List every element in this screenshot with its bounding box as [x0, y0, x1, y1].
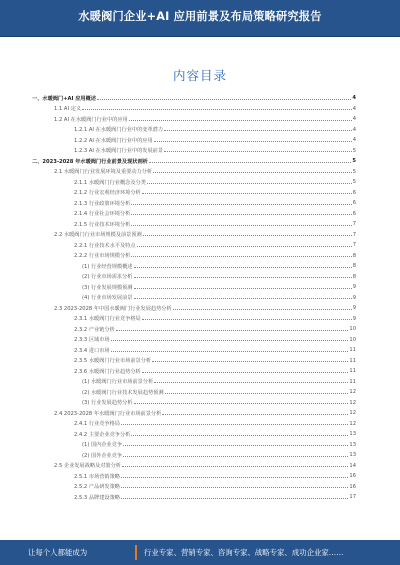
- toc-entry-label: 2.1.4 行业社会环境分析: [74, 211, 131, 218]
- toc-leader-dots: [165, 393, 349, 394]
- toc-entry-page: 12: [349, 399, 356, 406]
- toc-entry-label: 二、2023-2028 年水暖阀门行业前景及现状剖析: [32, 158, 148, 165]
- toc-leader-dots: [121, 477, 348, 478]
- toc-entry-label: (1) 行业经营规模概述: [82, 263, 133, 270]
- toc-entry[interactable]: [30, 93, 356, 104]
- toc-entry[interactable]: [30, 303, 356, 314]
- toc-entry-label: 一、水暖阀门+AI 应用概述: [32, 95, 96, 102]
- toc-entry[interactable]: [30, 125, 356, 136]
- toc-entry[interactable]: [30, 219, 356, 230]
- toc-entry-page: 8: [352, 273, 356, 280]
- toc-entry-page: 11: [349, 347, 356, 354]
- toc-leader-dots: [162, 414, 348, 415]
- toc-leader-dots: [143, 235, 352, 236]
- footer-slogan-lead: 让每个人都能成为: [28, 548, 88, 557]
- toc-leader-dots: [147, 183, 352, 184]
- toc-entry-page: 6: [352, 200, 356, 207]
- toc-leader-dots: [116, 330, 349, 331]
- toc-leader-dots: [123, 445, 348, 446]
- toc-entry-label: (3) 行业发展趋势分析: [82, 400, 133, 407]
- toc-entry[interactable]: [30, 377, 356, 388]
- toc-leader-dots: [131, 256, 351, 257]
- toc-entry-page: 4: [352, 95, 356, 102]
- toc-leader-dots: [111, 351, 349, 352]
- toc-entry-page: 5: [352, 168, 356, 175]
- toc-leader-dots: [137, 246, 352, 247]
- toc-entry[interactable]: [30, 398, 356, 409]
- toc-entry-label: 2.2.2 行业市场规模分析: [74, 253, 131, 260]
- toc-entry-label: 2.1.3 行业政策环境分析: [74, 200, 131, 207]
- toc-leader-dots: [164, 151, 352, 152]
- toc-entry-page: 11: [349, 368, 356, 375]
- toc-leader-dots: [131, 204, 351, 205]
- toc-entry[interactable]: [30, 240, 356, 251]
- toc-entry[interactable]: [30, 440, 356, 451]
- toc-entry-page: 9: [352, 294, 356, 301]
- toc-entry-page: 7: [352, 231, 356, 238]
- toc-entry-label: 1.2.1 AI 在水暖阀门行业中的变革潜力: [74, 127, 164, 134]
- toc-entry[interactable]: [30, 167, 356, 178]
- toc-entry-page: 16: [349, 483, 356, 490]
- toc-entry[interactable]: [30, 356, 356, 367]
- toc-entry-page: 10: [349, 336, 356, 343]
- toc-leader-dots: [122, 466, 348, 467]
- toc-entry[interactable]: [30, 198, 356, 209]
- toc-leader-dots: [154, 141, 352, 142]
- toc-entry-label: (1) 国内企业竞争: [82, 442, 123, 449]
- toc-entry-page: 11: [349, 378, 356, 385]
- table-of-contents: [30, 93, 356, 503]
- toc-entry[interactable]: [30, 324, 356, 335]
- toc-entry-page: 9: [352, 315, 356, 322]
- toc-entry-page: 13: [349, 452, 356, 459]
- toc-leader-dots: [121, 487, 348, 488]
- toc-leader-dots: [142, 319, 352, 320]
- toc-entry-label: (2) 水暖阀门行业技术发展趋势预测: [82, 389, 164, 396]
- toc-entry[interactable]: [30, 293, 356, 304]
- toc-entry-page: 17: [349, 494, 356, 501]
- toc-leader-dots: [131, 435, 348, 436]
- toc-entry[interactable]: [30, 282, 356, 293]
- toc-entry-label: 2.1.5 行业技术环境分析: [74, 221, 131, 228]
- toc-entry-page: 7: [352, 221, 356, 228]
- toc-entry-label: (1) 水暖阀门行业市场前景分析: [82, 379, 154, 386]
- toc-entry[interactable]: [30, 314, 356, 325]
- toc-entry-label: 1.1 AI 定义: [54, 106, 82, 113]
- toc-leader-dots: [149, 162, 352, 163]
- toc-entry[interactable]: [30, 492, 356, 503]
- toc-leader-dots: [154, 382, 348, 383]
- toc-entry-label: 1.2 AI 在水暖阀门行业中的应用: [54, 116, 128, 123]
- toc-entry-label: 2.2 水暖阀门行业市场规模及前景预测: [54, 232, 142, 239]
- toc-leader-dots: [121, 424, 348, 425]
- toc-leader-dots: [134, 288, 352, 289]
- toc-leader-dots: [121, 498, 348, 499]
- toc-entry-label: 2.4 2023-2028 年水暖阀门行业市场前景分析: [54, 410, 162, 417]
- toc-entry-page: 5: [352, 147, 356, 154]
- toc-entry[interactable]: [30, 471, 356, 482]
- toc-leader-dots: [97, 99, 351, 100]
- toc-entry-page: 9: [352, 284, 356, 291]
- toc-leader-dots: [164, 130, 352, 131]
- toc-entry-page: 12: [349, 410, 356, 417]
- toc-entry-label: (2) 国外企业竞争: [82, 452, 123, 459]
- toc-entry[interactable]: [30, 366, 356, 377]
- toc-entry-label: 2.3.1 水暖阀门行业竞争格局: [74, 316, 141, 323]
- toc-entry-label: 2.1.1 水暖阀门行业概念及分类: [74, 179, 146, 186]
- toc-leader-dots: [123, 456, 348, 457]
- toc-entry-label: (2) 行业市场需求分析: [82, 274, 133, 281]
- toc-entry[interactable]: [30, 230, 356, 241]
- toc-entry[interactable]: [30, 114, 356, 125]
- toc-entry[interactable]: [30, 156, 356, 167]
- toc-entry-label: 2.3.5 水暖阀门行业市场前景分析: [74, 358, 152, 365]
- toc-entry[interactable]: [30, 272, 356, 283]
- toc-leader-dots: [134, 277, 352, 278]
- toc-entry[interactable]: [30, 146, 356, 157]
- toc-entry-label: 2.5.3 品牌建设策略: [74, 494, 120, 501]
- toc-entry-label: 2.2.1 行业技术水平及特点: [74, 242, 136, 249]
- toc-leader-dots: [134, 403, 349, 404]
- toc-heading: 内容目录: [172, 68, 227, 83]
- toc-entry-page: 10: [349, 326, 356, 333]
- toc-entry-label: 2.5.1 市场营销策略: [74, 473, 120, 480]
- toc-entry[interactable]: [30, 177, 356, 188]
- toc-entry[interactable]: [30, 345, 356, 356]
- toc-entry[interactable]: [30, 209, 356, 220]
- toc-entry-page: 6: [352, 210, 356, 217]
- toc-entry-label: 2.5.2 产品研发策略: [74, 484, 120, 491]
- toc-entry[interactable]: [30, 450, 356, 461]
- toc-entry-label: 2.1.2 行业宏观经济环境分析: [74, 190, 141, 197]
- footer-accent-divider: [135, 545, 137, 560]
- toc-entry[interactable]: [30, 251, 356, 262]
- toc-leader-dots: [82, 109, 352, 110]
- toc-entry-page: 6: [352, 189, 356, 196]
- footer-slogan-roles: 行业专家、营销专家、咨询专家、战略专家、成功企业家……: [144, 548, 344, 557]
- toc-entry[interactable]: [30, 482, 356, 493]
- toc-entry-page: 4: [352, 137, 356, 144]
- toc-leader-dots: [142, 193, 352, 194]
- toc-entry-page: 9: [352, 305, 356, 312]
- toc-leader-dots: [111, 340, 349, 341]
- toc-leader-dots: [134, 267, 352, 268]
- toc-entry[interactable]: [30, 261, 356, 272]
- toc-entry-label: (3) 行业发展规模预测: [82, 284, 133, 291]
- toc-entry-page: 4: [352, 105, 356, 112]
- toc-leader-dots: [152, 361, 348, 362]
- toc-entry-label: 1.2.3 AI 在水暖阀门行业中的发展前景: [74, 148, 164, 155]
- toc-leader-dots: [134, 298, 352, 299]
- toc-entry-label: 2.4.1 行业竞争格局: [74, 421, 120, 428]
- toc-entry[interactable]: [30, 387, 356, 398]
- toc-leader-dots: [142, 372, 349, 373]
- toc-entry-label: 2.3.6 水暖阀门行业趋势分析: [74, 368, 141, 375]
- toc-entry-label: 2.5 企业发展战略及对策分析: [54, 463, 121, 470]
- toc-entry[interactable]: [30, 188, 356, 199]
- toc-leader-dots: [131, 214, 351, 215]
- toc-entry[interactable]: [30, 104, 356, 115]
- toc-entry-label: 2.4.2 主要企业竞争分析: [74, 431, 131, 438]
- header-divider: [0, 36, 400, 37]
- report-title: 水暖阀门企业+AI 应用前景及布局策略研究报告: [78, 10, 322, 23]
- toc-entry-page: 14: [349, 462, 356, 469]
- toc-entry-page: 4: [352, 116, 356, 123]
- toc-entry-page: 13: [349, 431, 356, 438]
- toc-entry-page: 8: [352, 263, 356, 270]
- toc-entry-page: 7: [352, 242, 356, 249]
- toc-entry[interactable]: [30, 335, 356, 346]
- toc-entry-page: 12: [349, 389, 356, 396]
- toc-entry-label: 2.3.4 进口市场: [74, 347, 110, 354]
- toc-leader-dots: [131, 225, 351, 226]
- toc-entry-label: 1.2.2 AI 在水暖阀门行业中的应用: [74, 137, 153, 144]
- toc-entry-page: 5: [352, 158, 356, 165]
- toc-entry-label: 2.1 水暖阀门行业发展环境及重要动力分析: [54, 169, 153, 176]
- toc-entry-label: (4) 行业市场发展前景: [82, 295, 133, 302]
- toc-entry-page: 11: [349, 357, 356, 364]
- toc-leader-dots: [153, 172, 352, 173]
- toc-entry-page: 16: [349, 473, 356, 480]
- toc-entry[interactable]: [30, 461, 356, 472]
- toc-entry[interactable]: [30, 419, 356, 430]
- toc-entry-label: 2.3 2023-2028 年中国水暖阀门行业发展趋势分析: [54, 305, 172, 312]
- toc-entry[interactable]: [30, 135, 356, 146]
- toc-entry-label: 2.3.3 区域市场: [74, 337, 110, 344]
- toc-entry-page: 4: [352, 126, 356, 133]
- toc-entry-page: 5: [352, 179, 356, 186]
- toc-entry[interactable]: [30, 429, 356, 440]
- toc-entry-page: 8: [352, 252, 356, 259]
- toc-entry-page: 12: [349, 420, 356, 427]
- toc-entry-label: 2.3.2 产业链分析: [74, 326, 115, 333]
- toc-entry-page: 13: [349, 441, 356, 448]
- toc-entry[interactable]: [30, 408, 356, 419]
- toc-leader-dots: [129, 120, 352, 121]
- toc-leader-dots: [173, 309, 352, 310]
